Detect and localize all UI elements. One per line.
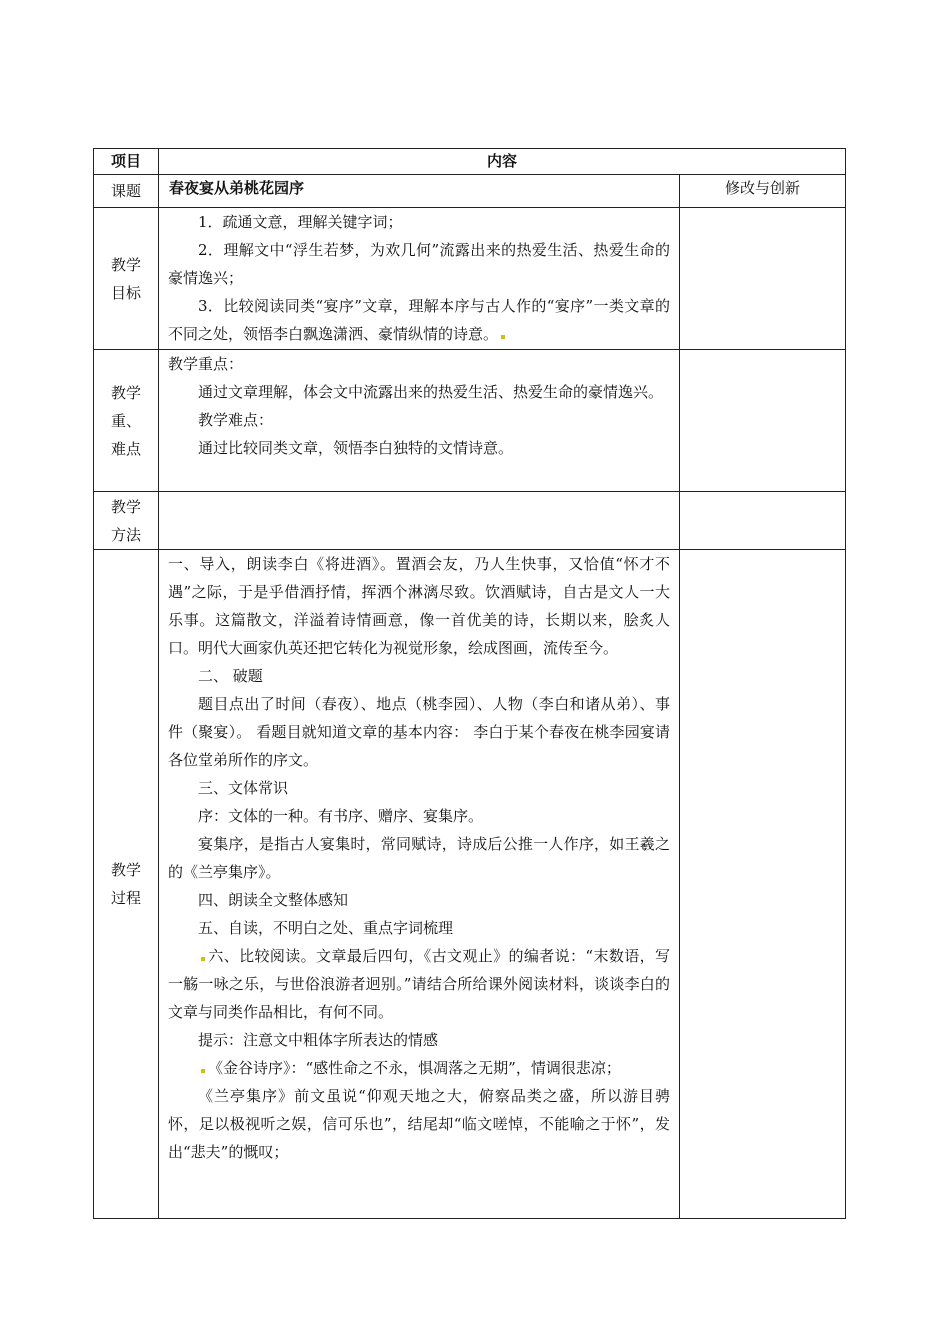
method-row (94, 492, 846, 550)
process-paragraph: 四、朗读全文整体感知 (198, 891, 349, 909)
edit-column-label: 修改与创新 (680, 175, 846, 208)
focus-edit-cell (680, 350, 846, 492)
process-label-line1: 教学 (110, 861, 141, 879)
process-paragraph (168, 1054, 670, 1082)
method-label-line2: 方法 (110, 525, 141, 544)
lesson-plan-table (93, 148, 846, 1219)
goals-content (159, 208, 680, 350)
title-row (94, 175, 846, 208)
process-paragraph: 序：文体的一种。有书序、赠序、宴集序。 (198, 807, 484, 825)
process-content (159, 550, 680, 1219)
header-content: 内容 (159, 149, 846, 175)
method-edit-cell (680, 492, 846, 550)
goals-row (94, 208, 846, 350)
process-paragraph: 题目点出了时间（春夜）、地点（桃李园）、人物（李白和诸从弟）、事件（聚宴）。 看题目就知道文章的基本内容： 李白于某个春夜在桃李园宴请各位堂弟所作的序文。 (168, 695, 670, 769)
process-paragraph: 宴集序，是指古人宴集时，常同赋诗，诗成后公推一人作序，如王羲之的《兰亭集序》。 (168, 835, 670, 881)
goal-item: 1．疏通文意，理解关键字词； (198, 213, 403, 231)
method-content (159, 492, 680, 550)
goal-item (168, 292, 670, 348)
process-paragraph (168, 942, 670, 1026)
process-paragraph: 五、自读，不明白之处、重点字词梳理 (198, 919, 454, 937)
focus-label (94, 350, 159, 492)
focus-content (159, 350, 680, 492)
key-point-text: 通过文章理解，体会文中流露出来的热爱生活、热爱生命的豪情逸兴。 (198, 383, 664, 401)
goals-label-line2: 目标 (110, 283, 141, 302)
process-label-line2: 过程 (110, 889, 141, 907)
lesson-title: 春夜宴从弟桃花园序 (159, 175, 680, 208)
difficult-point-heading: 教学难点： (198, 411, 274, 429)
focus-row (94, 350, 846, 492)
method-label-line1: 教学 (110, 497, 141, 516)
goals-label-line1: 教学 (110, 255, 141, 274)
header-item: 项目 (94, 149, 159, 175)
key-point-heading: 教学重点： (168, 355, 244, 373)
highlight-dot (501, 335, 505, 339)
process-edit-cell (680, 550, 846, 1219)
title-label: 课题 (94, 175, 159, 208)
method-label (94, 492, 159, 550)
goals-edit-cell (680, 208, 846, 350)
process-paragraph: 《兰亭集序》前文虽说“仰观天地之大，俯察品类之盛，所以游目骋怀，足以极视听之娱，信可乐也”，结尾却“临文嗟悼，不能喻之于怀”，发出“悲夫”的慨叹； (168, 1087, 670, 1161)
goals-label (94, 208, 159, 350)
goal-item: 2．理解文中“浮生若梦，为欢几何”流露出来的热爱生活、热爱生命的豪情逸兴； (168, 241, 670, 287)
process-paragraph: 二、 破题 (198, 667, 263, 685)
focus-label-line2: 重、 (110, 411, 141, 430)
difficult-point-text: 通过比较同类文章，领悟李白独特的文情诗意。 (198, 439, 514, 457)
process-row (94, 550, 846, 1219)
process-label (94, 550, 159, 1219)
process-paragraph-text: 六、比较阅读。文章最后四句，《古文观止》的编者说：“末数语，写一觞一咏之乐，与世俗浪游者迥别。”请结合所给课外阅读材料，谈谈李白的文章与同类作品相比，有何不同。 (168, 947, 670, 1021)
process-paragraph-text: 《金谷诗序》：“感性命之不永，惧凋落之无期”，情调很悲凉； (208, 1059, 621, 1077)
process-paragraph: 三、文体常识 (198, 779, 289, 797)
goal-item-text: 3．比较阅读同类“宴序”文章，理解本序与古人作的“宴序”一类文章的不同之处，领悟李白飘逸潇洒、豪情纵情的诗意。 (168, 297, 670, 343)
focus-label-line3: 难点 (110, 439, 141, 458)
highlight-dot (201, 1069, 205, 1073)
process-paragraph: 提示：注意文中粗体字所表达的情感 (198, 1031, 439, 1049)
highlight-dot (201, 957, 205, 961)
header-row (94, 149, 846, 175)
focus-label-line1: 教学 (110, 383, 141, 402)
process-paragraph: 一、导入，朗读李白《将进酒》。置酒会友，乃人生快事，又恰值“怀才不遇”之际，于是乎借酒抒情，挥洒个淋漓尽致。饮酒赋诗，自古是文人一大乐事。这篇散文，洋溢着诗情画意，像一首优美的诗，长期以来，脍炙人口。明代大画家仇英还把它转化为视觉形象，绘成图画，流传至今。 (168, 555, 670, 657)
